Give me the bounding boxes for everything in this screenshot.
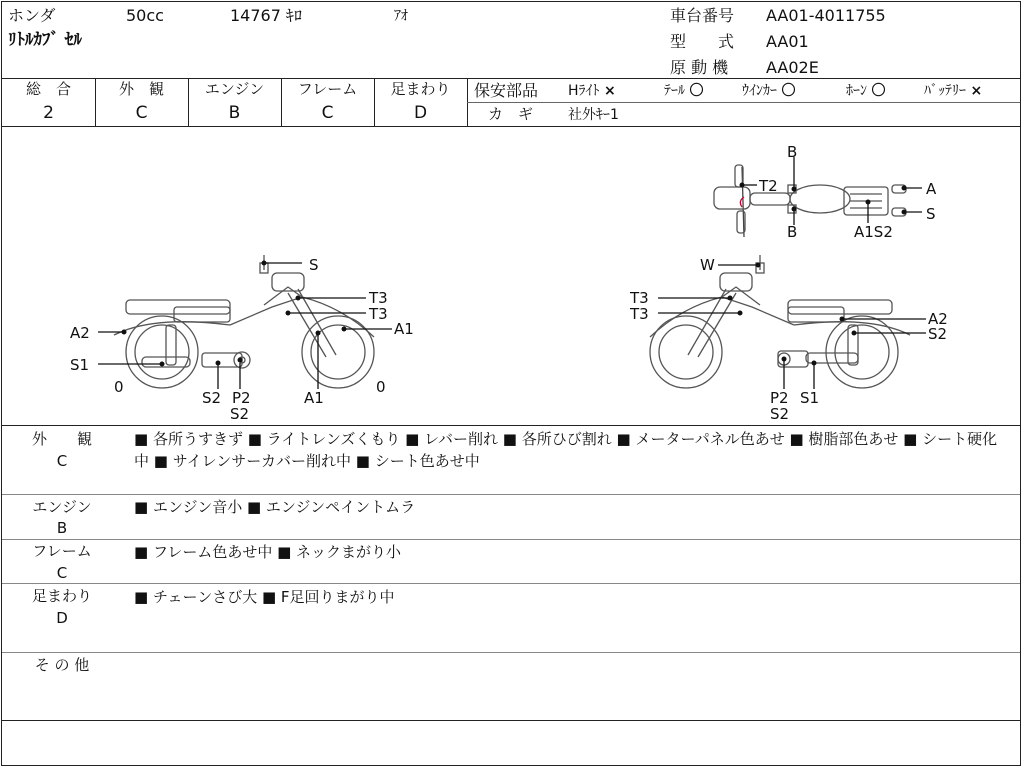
remark-exterior-label: 外 観 [31,430,92,448]
label-left-S1: S1 [70,356,90,374]
label-right-A2: A2 [928,310,948,328]
label-left-A1b: A1 [304,389,324,407]
remark-frame-grade: C [56,564,68,582]
label-top-B: B [787,143,798,161]
safety-label: 保安部品 [474,81,539,100]
grade-exterior-label: 外 観 [118,80,164,98]
mileage: 14767 ｷﾛ [230,6,302,25]
left-side-bike [114,255,374,388]
label-left-zero2: 0 [376,378,386,396]
type-label: 型 式 [670,32,735,51]
label-right-T3a: T3 [630,289,649,307]
label-right-S2: S2 [928,325,948,343]
label-right-W: W [700,256,715,274]
label-left-S2: S2 [202,389,222,407]
remark-suspension-label: 足まわり [31,587,92,605]
label-left-S2b: S2 [230,405,250,423]
right-side-bike [650,255,910,388]
label-top-S: S [926,205,936,223]
label-right-T3b: T3 [630,305,649,323]
type-value: AA01 [766,32,809,51]
divider [2,78,1020,79]
color: ｱｵ [394,8,408,24]
damage-diagram [2,127,1022,425]
frame-no-label: 車台番号 [670,6,735,25]
label-top-A: A [926,180,937,198]
maker: ホンダ [8,6,56,25]
safety-item-winker: ｳｲﾝｶｰ 〇 [742,83,796,99]
engine-value: AA02E [766,58,819,77]
label-left-P2: P2 [232,389,251,407]
grade-engine-label: エンジン [204,80,265,98]
safety-item-tail: ﾃｰﾙ 〇 [664,83,704,99]
remark-exterior-text: ■ 各所うすきず ■ ライトレンズくもり ■ レバー削れ ■ 各所ひび割れ ■ メーターパネル色あせ ■ 樹脂部色あせ ■ シート硬化中 ■ サイレンサーカバー削れ中 ■ シート色あせ中 [134,430,998,470]
remark-suspension-grade: D [56,609,68,627]
key-label: カ ギ [488,105,534,123]
remark-engine-text: ■ エンジン音小 ■ エンジンペイントムラ [134,498,416,516]
label-left-T3a: T3 [369,289,388,307]
grade-engine-value: B [228,103,241,123]
safety-item-battery: ﾊﾞｯﾃﾘｰ × [924,83,983,99]
grade-overall-value: 2 [43,103,54,123]
grade-overall-label: 総 合 [25,80,71,98]
safety-item-headlight: Hﾗｲﾄ × [568,83,616,99]
label-left-zero1: 0 [114,378,124,396]
label-left-A2: A2 [70,324,90,342]
model-name: ﾘﾄﾙｶﾌﾞ ｾﾙ [8,30,82,50]
grade-frame-label: フレーム [297,80,358,98]
label-left-A1: A1 [394,320,414,338]
remark-engine-grade: B [56,519,68,537]
frame-no: AA01-4011755 [766,6,886,25]
label-right-P2: P2 [770,389,789,407]
remark-engine-label: エンジン [32,498,92,516]
remark-frame-text: ■ フレーム色あせ中 ■ ネックまがり小 [134,543,402,561]
key-value: 社外ｷｰ1 [568,107,619,123]
inspection-sheet [1,1,1021,766]
displacement: 50cc [126,6,164,25]
grade-frame-value: C [321,103,334,123]
remark-frame-label: フレーム [32,542,92,560]
label-top-B2: B [787,223,798,241]
label-top-A1S2: A1S2 [854,223,893,241]
label-top-T2: T2 [759,177,778,195]
remark-other-label: そ の 他 [34,656,90,674]
label-left-S: S [309,256,319,274]
remark-suspension-text: ■ チェーンさび大 ■ F足回りまがり中 [134,588,395,606]
grade-exterior-value: C [135,103,148,123]
label-right-S1: S1 [800,389,820,407]
label-right-S2b: S2 [770,405,790,423]
label-left-T3b: T3 [369,305,388,323]
remark-exterior-grade: C [56,452,68,470]
engine-label: 原 動 機 [670,58,729,77]
grade-suspension-label: 足まわり [390,80,451,98]
grade-suspension-value: D [413,103,428,123]
safety-item-horn: ﾎｰﾝ 〇 [846,83,886,99]
